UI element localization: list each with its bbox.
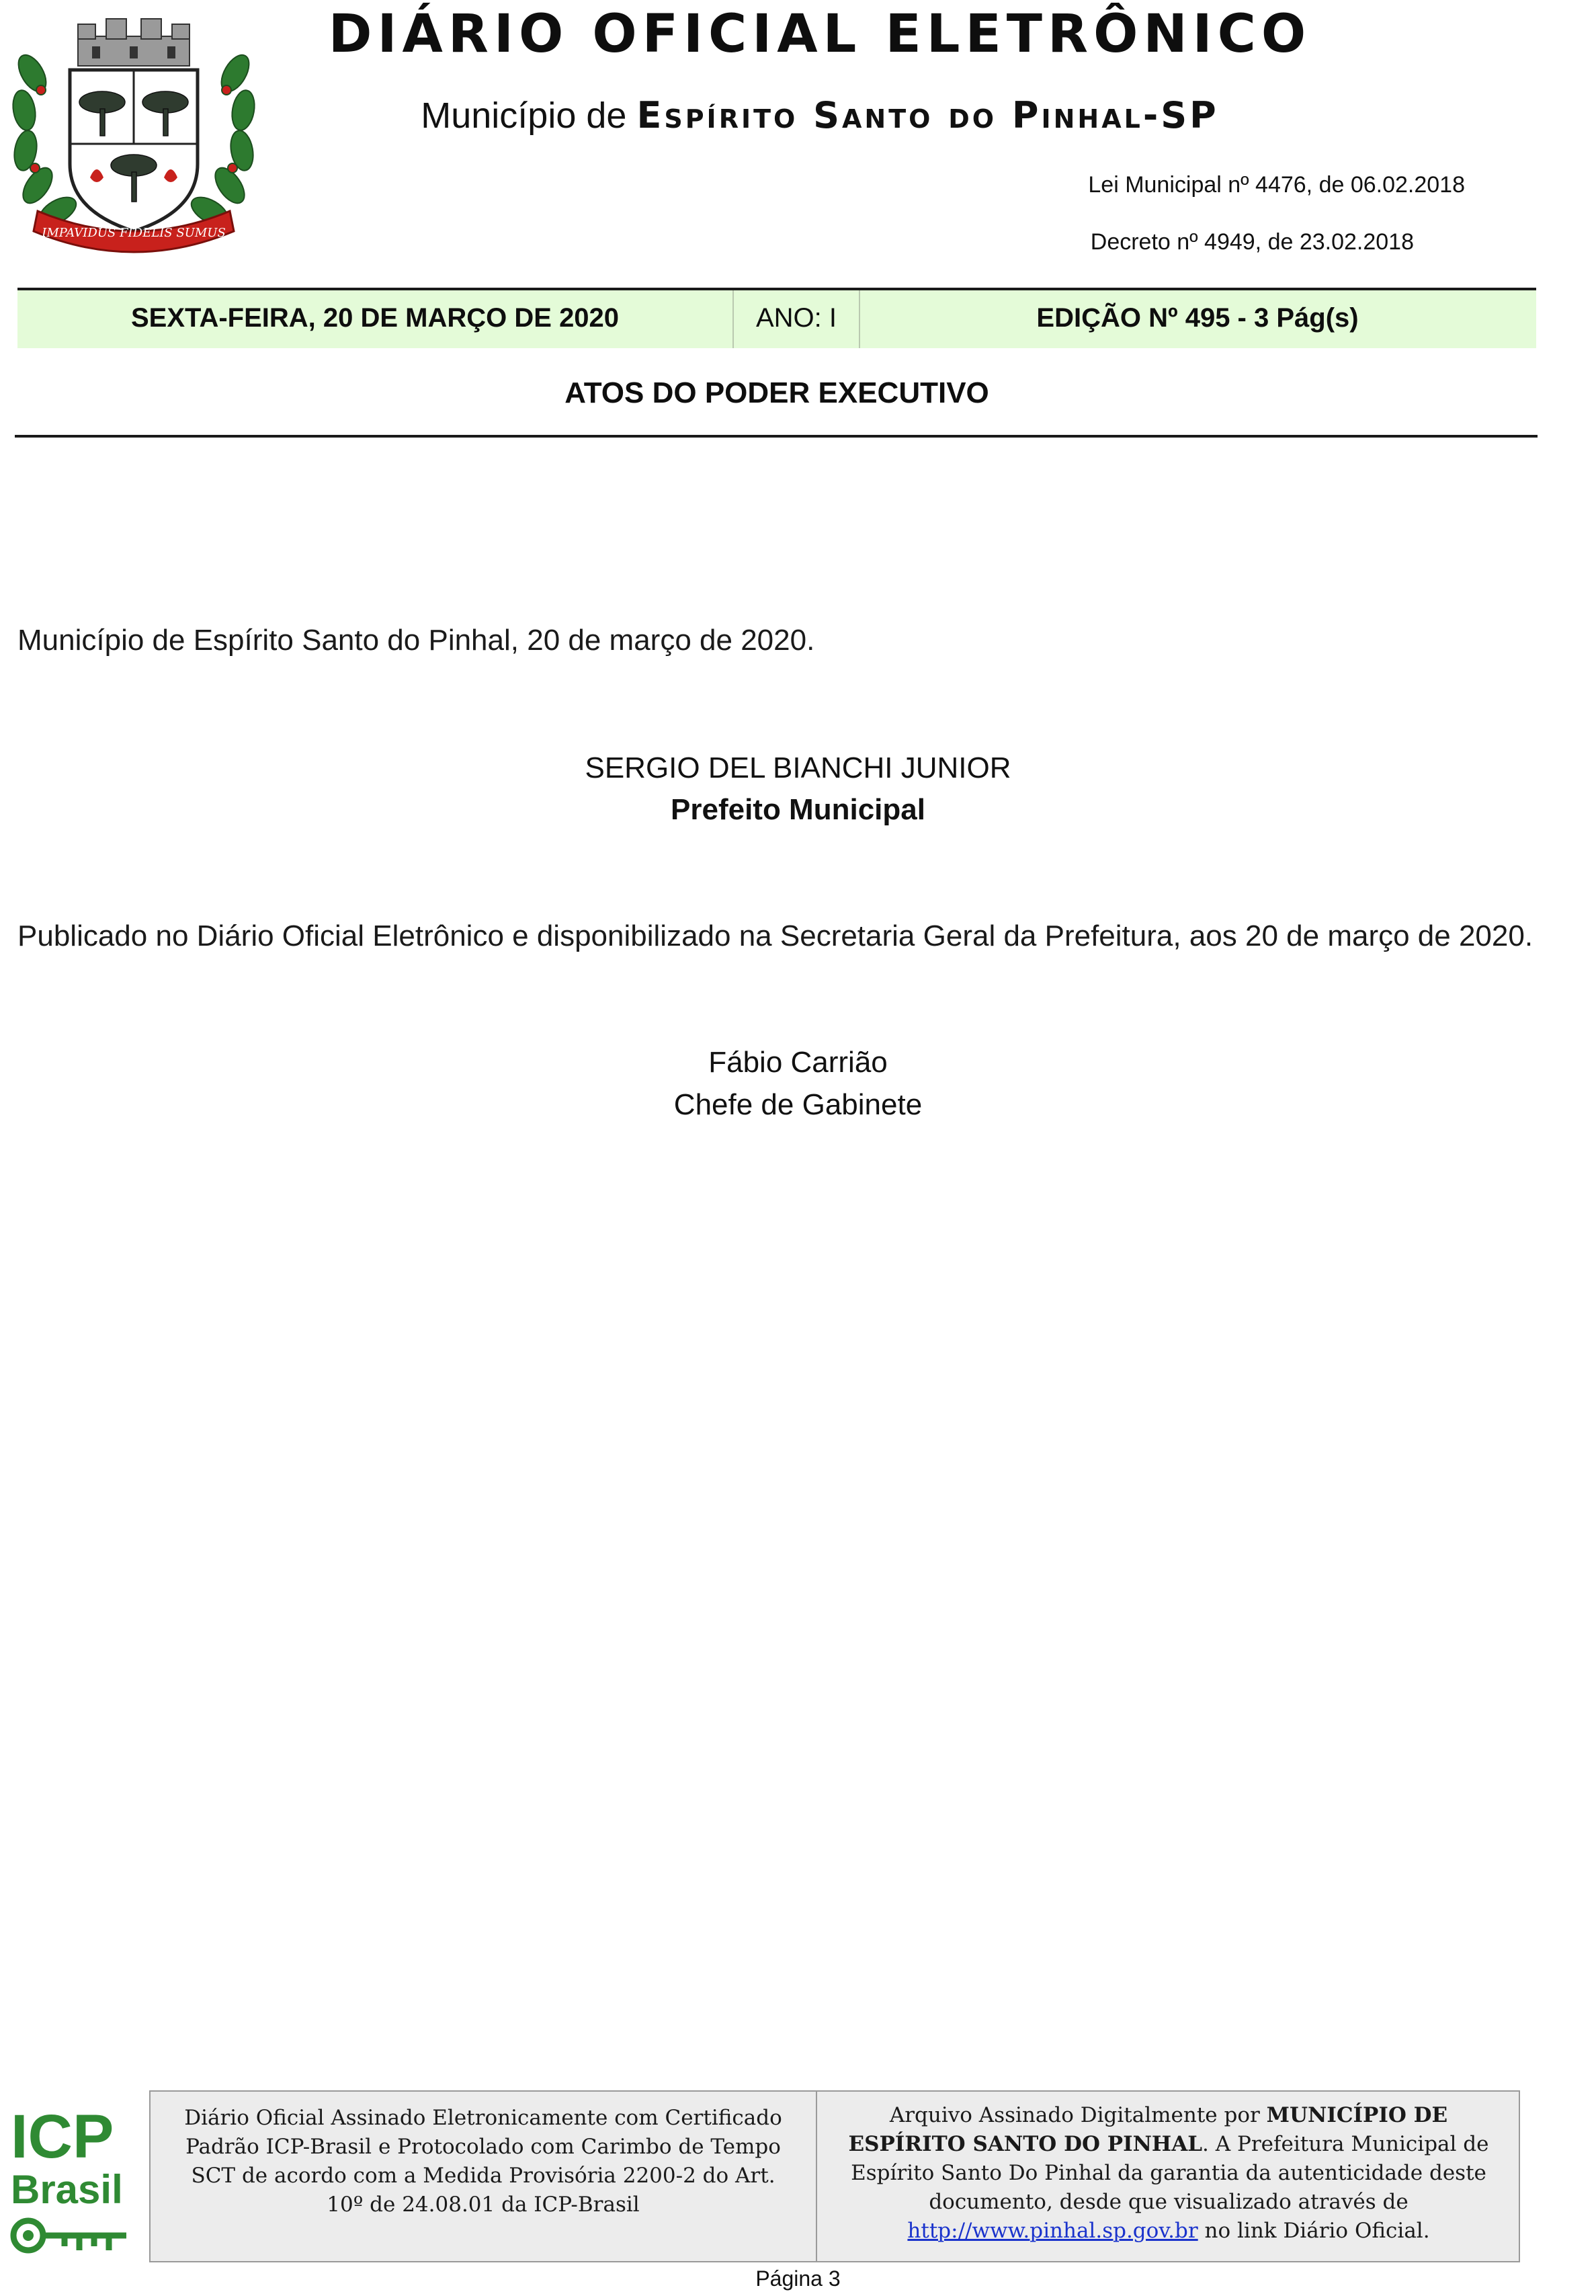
link-suffix: no link Diário Oficial. (1204, 2219, 1430, 2243)
mural-crown-icon (78, 19, 190, 66)
edition-date: SEXTA-FEIRA, 20 DE MARÇO DE 2020 (130, 303, 620, 333)
icp-logo-line1: ICP (11, 2102, 114, 2171)
crest-motto: IMPAVIDUS FIDELIS SUMUS (42, 226, 226, 240)
municipality-prefix: Município de (421, 95, 627, 136)
chief-name: Fábio Carrião (708, 1046, 888, 1079)
law-reference: Lei Municipal nº 4476, de 06.02.2018 (1088, 172, 1465, 198)
municipality-name: Espírito Santo do Pinhal-SP (636, 94, 1219, 136)
publication-note: Publicado no Diário Oficial Eletrônico e disponibilizado na Secretaria Geral da Prefeitura, aos 20 de março de 2020. (17, 919, 1534, 952)
gazette-title: DIÁRIO OFICIAL ELETRÔNICO (328, 4, 1312, 65)
edition-number: EDIÇÃO Nº 495 - 3 Pág(s) (1036, 303, 1359, 333)
signed-by-entity: MUNICÍPIO DE ESPÍRITO SANTO DO PINHAL (848, 2103, 1448, 2156)
municipality-line (255, 94, 1384, 136)
digital-signature-note: Arquivo Assinado Digitalmente por MUNICÍPIO DE ESPÍRITO SANTO DO PINHAL. A Prefeitura Municipal de Espírito Santo Do Pinhal da garantia da autenticidade deste documento, desde que visualizado através de http://www.pinhal.sp.gov.br no link Diário Oficial. (848, 2103, 1489, 2243)
section-title: ATOS DO PODER EXECUTIVO (564, 376, 989, 409)
footer-certification-box (149, 2090, 1520, 2262)
prefeitura-website-link[interactable]: http://www.pinhal.sp.gov.br (907, 2219, 1198, 2243)
mayor-role: Prefeito Municipal (671, 793, 925, 826)
place-date: Município de Espírito Santo do Pinhal, 20 de março de 2020. (17, 624, 815, 657)
decree-reference: Decreto nº 4949, de 23.02.2018 (1090, 229, 1414, 255)
section-divider (15, 435, 1538, 438)
icp-brasil-logo (8, 2101, 133, 2262)
guarantee-text: A Prefeitura Municipal de Espírito Santo Do Pinhal da garantia da autenticidade deste documento, desde que visualizado através de (851, 2132, 1489, 2214)
chief-role: Chefe de Gabinete (673, 1088, 923, 1121)
certificate-note: Diário Oficial Assinado Eletronicamente com Certificado Padrão ICP-Brasil e Protocolado com Carimbo de Tempo SCT de acordo com a Medida Provisória 2200-2 do Art. 10º de 24.08.01 da ICP-Brasil (151, 2092, 817, 2261)
page-number: Página 3 (755, 2266, 841, 2291)
edition-year: ANO: I (732, 290, 860, 348)
municipal-coat-of-arms (4, 9, 263, 258)
edition-bar (17, 288, 1536, 348)
icp-logo-line2: Brasil (11, 2167, 123, 2212)
signed-by-prefix: Arquivo Assinado Digitalmente por (889, 2103, 1260, 2127)
mayor-name: SERGIO DEL BIANCHI JUNIOR (585, 751, 1011, 784)
